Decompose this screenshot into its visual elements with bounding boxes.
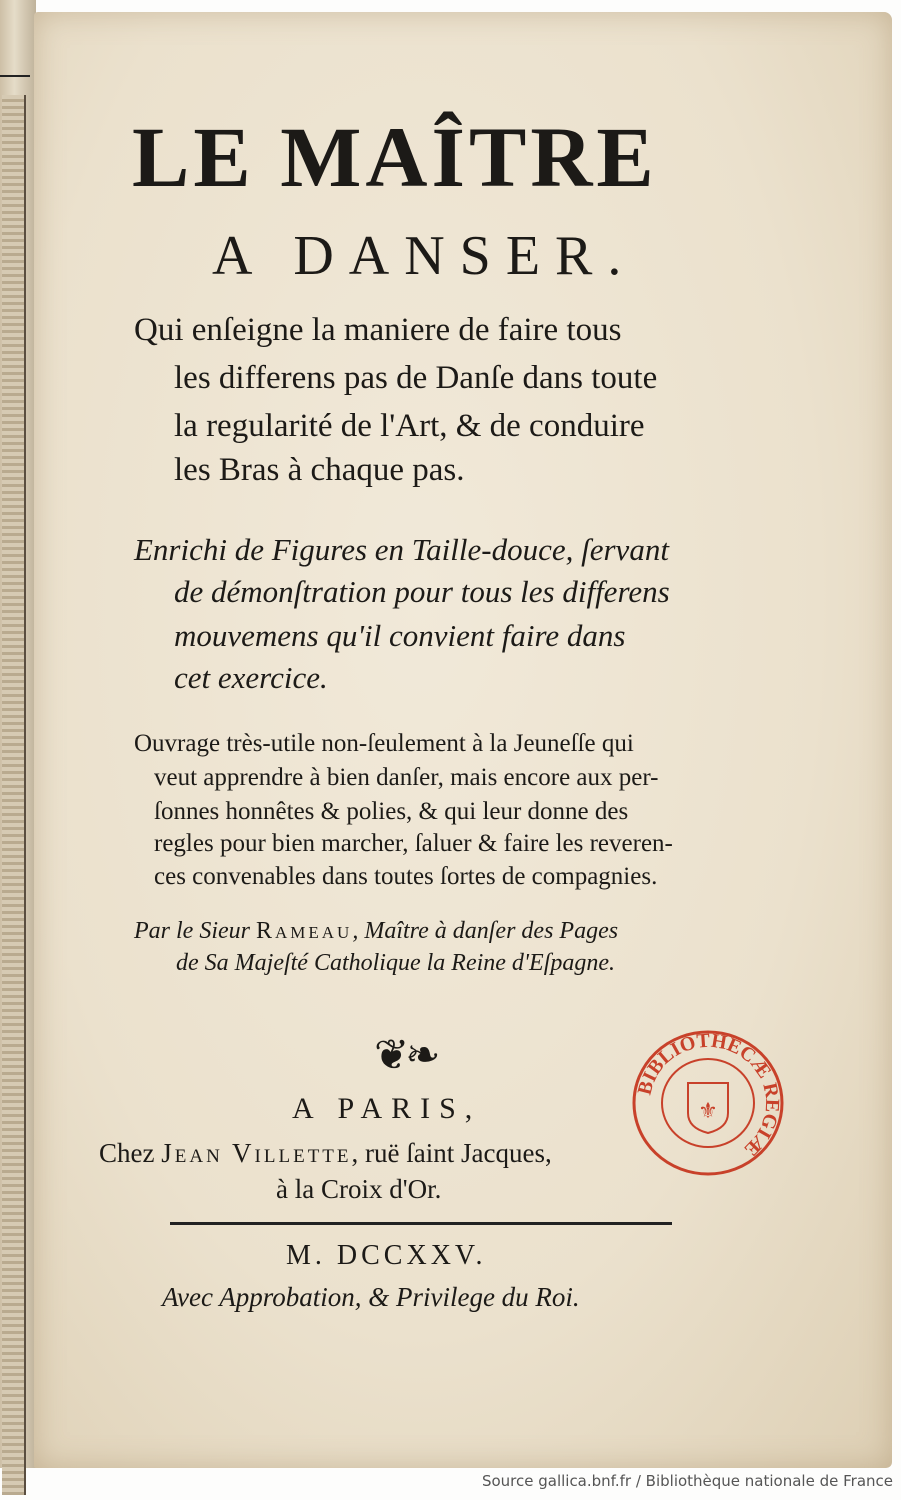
figures-line: mouvemens qu'il convient faire dans — [174, 618, 626, 653]
description-line: Qui enſeigne la maniere de faire tous — [134, 312, 622, 348]
work-description-line: regles pour bien marcher, ſaluer & faire les reveren- — [154, 830, 673, 857]
svg-text:BIBLIOTHECÆ REGIÆ — [634, 1030, 784, 1161]
description-line: la regularité de l'Art, & de conduire — [174, 408, 645, 444]
adjacent-page-edge — [0, 0, 36, 1468]
ornament-icon: ❦❧ — [374, 1033, 437, 1079]
book-subtitle: A DANSER. — [212, 225, 637, 287]
source-credit: Source gallica.bnf.fr / Bibliothèque nationale de France — [481, 1472, 893, 1490]
fleur-de-lis-icon: ⚜ — [698, 1098, 718, 1123]
work-description-line: ces convenables dans toutes ſortes de compagnies. — [154, 863, 658, 890]
title-page — [34, 12, 892, 1468]
divider-rule — [170, 1222, 672, 1225]
author-line-2: de Sa Majeſté Catholique la Reine d'Eſpagne. — [176, 950, 616, 976]
publication-date: M. DCCXXV. — [286, 1240, 487, 1271]
work-description-line: ſonnes honnêtes & polies, & qui leur donne des — [154, 798, 629, 825]
author-title: , Maître à danſer des Pages — [352, 918, 619, 944]
author-prefix: Par le Sieur — [134, 918, 250, 944]
work-description-line: veut apprendre à bien danſer, mais encore aux per- — [154, 764, 659, 791]
imprint-city: A PARIS, — [292, 1092, 482, 1125]
stamp-text: BIBLIOTHECÆ REGIÆ — [633, 1029, 784, 1161]
description-line: les Bras à chaque pas. — [174, 452, 465, 488]
figures-line: Enrichi de Figures en Taille-douce, ſervant — [134, 532, 669, 567]
figures-line: cet exercice. — [174, 660, 328, 695]
privilege-line: Avec Approbation, & Privilege du Roi. — [162, 1282, 580, 1312]
imprint-sign: à la Croix d'Or. — [276, 1174, 442, 1204]
imprint-prefix: Chez — [99, 1138, 155, 1168]
work-description-line: Ouvrage très-utile non-ſeulement à la Jeuneſſe qui — [134, 730, 634, 757]
library-stamp — [630, 1028, 786, 1178]
figures-line: de démonſtration pour tous les differens — [174, 574, 670, 609]
engraving-fragment — [2, 95, 26, 1495]
description-line: les differens pas de Danſe dans toute — [174, 360, 658, 396]
publisher-address: , ruë ſaint Jacques, — [351, 1138, 552, 1168]
publisher-name: Jean Villette — [161, 1138, 352, 1168]
author-name: Rameau — [255, 918, 353, 944]
imprint-publisher-line — [99, 1138, 552, 1169]
book-title: LE MAÎTRE — [132, 109, 658, 205]
author-line — [134, 918, 618, 945]
